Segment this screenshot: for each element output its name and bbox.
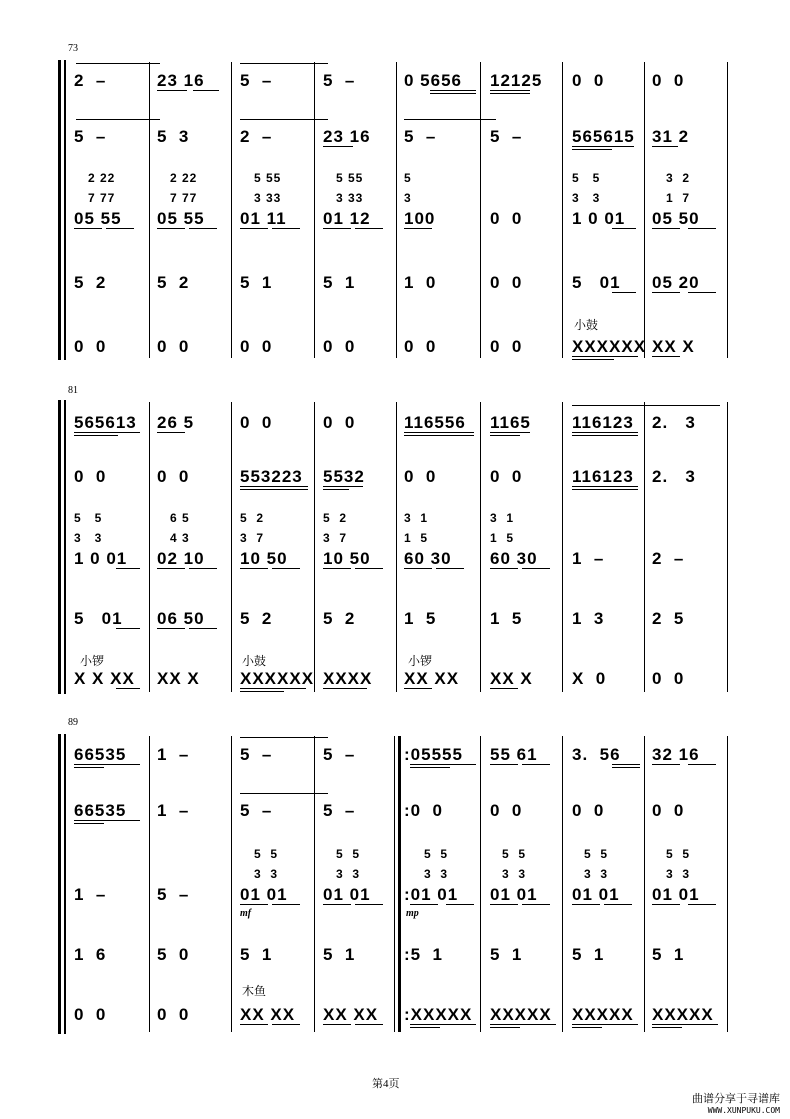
note-cell: 0 0	[157, 337, 190, 356]
note-cell: 1 5	[404, 609, 437, 628]
note-cell: 1 0	[404, 273, 437, 292]
note-cell: 2. 3	[652, 467, 696, 486]
note-cell: 116123	[572, 467, 634, 486]
note-cell: :5 1	[404, 945, 444, 964]
chord-upper: 3 1	[404, 511, 429, 525]
slur	[240, 793, 328, 794]
note-cell: 0 5656	[404, 71, 462, 90]
note-cell: XXXXX	[572, 1005, 634, 1024]
note-cell: 0 0	[572, 801, 605, 820]
note-cell: 2. 3	[652, 413, 696, 432]
note-cell: 1 –	[157, 745, 190, 764]
note-cell: 1 0 01	[572, 209, 626, 228]
note-cell: 1 –	[74, 885, 107, 904]
note-cell: 0 0	[404, 337, 437, 356]
chord-upper: 5 5	[336, 847, 361, 861]
note-cell: 60 30	[404, 549, 452, 568]
chord-middle: 3 33	[254, 191, 282, 205]
chord-middle: 3 3	[74, 531, 103, 545]
note-cell: 55 61	[490, 745, 538, 764]
chord-middle: 3 7	[240, 531, 265, 545]
note-cell: 0 0	[240, 413, 273, 432]
note-cell: 5 01	[572, 273, 621, 292]
note-cell: 02 10	[157, 549, 205, 568]
note-cell: 0 0	[404, 467, 437, 486]
note-cell: 1 6	[74, 945, 107, 964]
note-cell: 01 01	[652, 885, 700, 904]
note-cell: 01 11	[240, 209, 287, 228]
instrument-label: 小锣	[408, 654, 433, 668]
note-cell: 0 0	[490, 467, 523, 486]
chord-middle: 3 3	[254, 867, 279, 881]
note-cell: 10 50	[240, 549, 288, 568]
note-cell: 01 01	[240, 885, 288, 904]
chord-upper: 6 5	[170, 511, 190, 525]
dynamic-marking: mp	[406, 908, 419, 919]
note-cell: 0 0	[490, 209, 523, 228]
chord-middle: 1 5	[490, 531, 515, 545]
note-cell: 0 0	[490, 337, 523, 356]
note-cell: 5 1	[240, 273, 273, 292]
note-cell: XX X	[490, 669, 533, 688]
repeat-barline-thick	[398, 736, 401, 1032]
note-cell: XX XX	[240, 1005, 296, 1024]
chord-middle: 3	[404, 191, 412, 205]
note-cell: 5 01	[74, 609, 123, 628]
note-cell: 5 1	[652, 945, 685, 964]
chord-middle: 4 3	[170, 531, 190, 545]
site-credit-url: WWW.XUNPUKU.COM	[707, 1106, 780, 1115]
note-cell: 32 16	[652, 745, 700, 764]
chord-upper: 5 5	[502, 847, 527, 861]
note-cell: XX XX	[323, 1005, 379, 1024]
note-cell: 0 0	[652, 71, 685, 90]
note-cell: 1 5	[490, 609, 523, 628]
note-cell: 565613	[74, 413, 137, 432]
chord-middle: 3 3	[502, 867, 527, 881]
note-cell: 1 0 01	[74, 549, 128, 568]
note-cell: 0 0	[157, 1005, 190, 1024]
note-cell: 23 16	[157, 71, 205, 90]
note-cell: XXXXXX	[572, 337, 647, 356]
note-cell: 565615	[572, 127, 635, 146]
note-cell: 2 –	[652, 549, 685, 568]
note-cell: 2 5	[652, 609, 685, 628]
note-cell: 0 0	[240, 337, 273, 356]
chord-upper: 5 5	[254, 847, 279, 861]
note-cell: 0 0	[652, 669, 685, 688]
note-cell: 60 30	[490, 549, 538, 568]
dynamic-marking: mf	[240, 908, 252, 919]
note-cell: 5532	[323, 467, 365, 486]
note-cell: 10 50	[323, 549, 371, 568]
chord-upper: 5 5	[74, 511, 103, 525]
note-cell: 0 0	[157, 467, 190, 486]
note-cell: 5 1	[323, 945, 356, 964]
note-cell: 0 0	[323, 413, 356, 432]
note-cell: 05 55	[157, 209, 205, 228]
note-cell: :05555	[404, 745, 463, 764]
note-cell: 1165	[490, 413, 531, 432]
instrument-label: 小锣	[80, 654, 105, 668]
chord-middle: 3 3	[336, 867, 361, 881]
note-cell: 66535	[74, 745, 127, 764]
chord-upper: 3 2	[666, 171, 691, 185]
note-cell: 31 2	[652, 127, 690, 146]
note-cell: X X XX	[74, 669, 135, 688]
note-cell: :0 0	[404, 801, 444, 820]
note-cell: XX X	[157, 669, 200, 688]
note-cell: 26 5	[157, 413, 195, 432]
chord-middle: 7 77	[88, 191, 116, 205]
chord-upper: 5 55	[336, 171, 364, 185]
chord-middle: 3 3	[424, 867, 449, 881]
chord-upper: 5 5	[584, 847, 609, 861]
chord-upper: 3 1	[490, 511, 515, 525]
note-cell: 5 2	[157, 273, 190, 292]
instrument-label: 小鼓	[574, 318, 599, 332]
note-cell: 66535	[74, 801, 127, 820]
note-cell: 0 0	[490, 273, 523, 292]
note-cell: XXXX	[323, 669, 373, 688]
measure-number: 89	[68, 717, 78, 728]
note-cell: 2 –	[74, 71, 107, 90]
note-cell: 5 –	[404, 127, 437, 146]
note-cell: 553223	[240, 467, 303, 486]
chord-middle: 1 7	[666, 191, 691, 205]
note-cell: 05 50	[652, 209, 700, 228]
note-cell: 0 0	[74, 337, 107, 356]
chord-upper: 5 55	[254, 171, 282, 185]
chord-middle: 3 7	[323, 531, 348, 545]
note-cell: 01 01	[490, 885, 538, 904]
note-cell: XXXXX	[652, 1005, 714, 1024]
note-cell: 06 50	[157, 609, 205, 628]
note-cell: 5 2	[240, 609, 273, 628]
note-cell: 05 55	[74, 209, 122, 228]
note-cell: 5 2	[74, 273, 107, 292]
slur	[240, 737, 328, 738]
note-cell: 01 01	[323, 885, 371, 904]
note-cell: 5 3	[157, 127, 190, 146]
note-cell: XX X	[652, 337, 695, 356]
chord-upper: 2 22	[88, 171, 116, 185]
note-cell: X 0	[572, 669, 607, 688]
chord-upper: 5 5	[572, 171, 601, 185]
repeat-barline	[394, 736, 395, 1032]
measure-number: 81	[68, 385, 78, 396]
note-cell: 100	[404, 209, 436, 228]
note-cell: 5 1	[240, 945, 273, 964]
page-number: 第4页	[372, 1078, 400, 1090]
note-cell: 116123	[572, 413, 634, 432]
chord-middle: 1 5	[404, 531, 429, 545]
note-cell: 01 12	[323, 209, 371, 228]
measure-number: 73	[68, 43, 78, 54]
note-cell: 5 –	[240, 801, 273, 820]
chord-middle: 3 3	[584, 867, 609, 881]
note-cell: 0 0	[323, 337, 356, 356]
chord-middle: 3 3	[666, 867, 691, 881]
note-cell: 0 0	[490, 801, 523, 820]
note-cell: 23 16	[323, 127, 371, 146]
note-cell: XX XX	[404, 669, 460, 688]
note-cell: 1 3	[572, 609, 605, 628]
chord-upper: 5	[404, 171, 412, 185]
note-cell: 5 1	[572, 945, 605, 964]
note-cell: 01 01	[572, 885, 620, 904]
note-cell: 5 2	[323, 609, 356, 628]
note-cell: 0 0	[74, 1005, 107, 1024]
instrument-label: 小鼓	[242, 654, 267, 668]
note-cell: 0 0	[652, 801, 685, 820]
note-cell: 05 20	[652, 273, 700, 292]
site-credit: 曲谱分享于寻谱库	[692, 1092, 780, 1105]
chord-upper: 5 5	[666, 847, 691, 861]
note-cell: 5 –	[323, 745, 356, 764]
note-cell: XXXXX	[490, 1005, 552, 1024]
chord-middle: 3 33	[336, 191, 364, 205]
note-cell: 5 –	[323, 71, 356, 90]
note-cell: 0 0	[572, 71, 605, 90]
note-cell: 1 –	[572, 549, 605, 568]
note-cell: 12125	[490, 71, 543, 90]
chord-upper: 5 5	[424, 847, 449, 861]
note-cell: 0 0	[74, 467, 107, 486]
note-cell: 5 –	[323, 801, 356, 820]
chord-middle: 3 3	[572, 191, 601, 205]
note-cell: 2 –	[240, 127, 273, 146]
note-cell: 3. 56	[572, 745, 621, 764]
chord-upper: 2 22	[170, 171, 198, 185]
note-cell: 5 –	[240, 745, 273, 764]
note-cell: XXXXXX	[240, 669, 315, 688]
note-cell: 5 –	[490, 127, 523, 146]
note-cell: 5 –	[157, 885, 190, 904]
note-cell: 5 1	[323, 273, 356, 292]
note-cell: 5 1	[490, 945, 523, 964]
note-cell: 116556	[404, 413, 466, 432]
note-cell: 5 0	[157, 945, 190, 964]
note-cell: 5 –	[74, 127, 107, 146]
note-cell: 1 –	[157, 801, 190, 820]
chord-middle: 7 77	[170, 191, 198, 205]
instrument-label: 木鱼	[242, 984, 267, 998]
note-cell: 5 –	[240, 71, 273, 90]
note-cell: :01 01	[404, 885, 459, 904]
chord-upper: 5 2	[240, 511, 265, 525]
note-cell: :XXXXX	[404, 1005, 473, 1024]
chord-upper: 5 2	[323, 511, 348, 525]
